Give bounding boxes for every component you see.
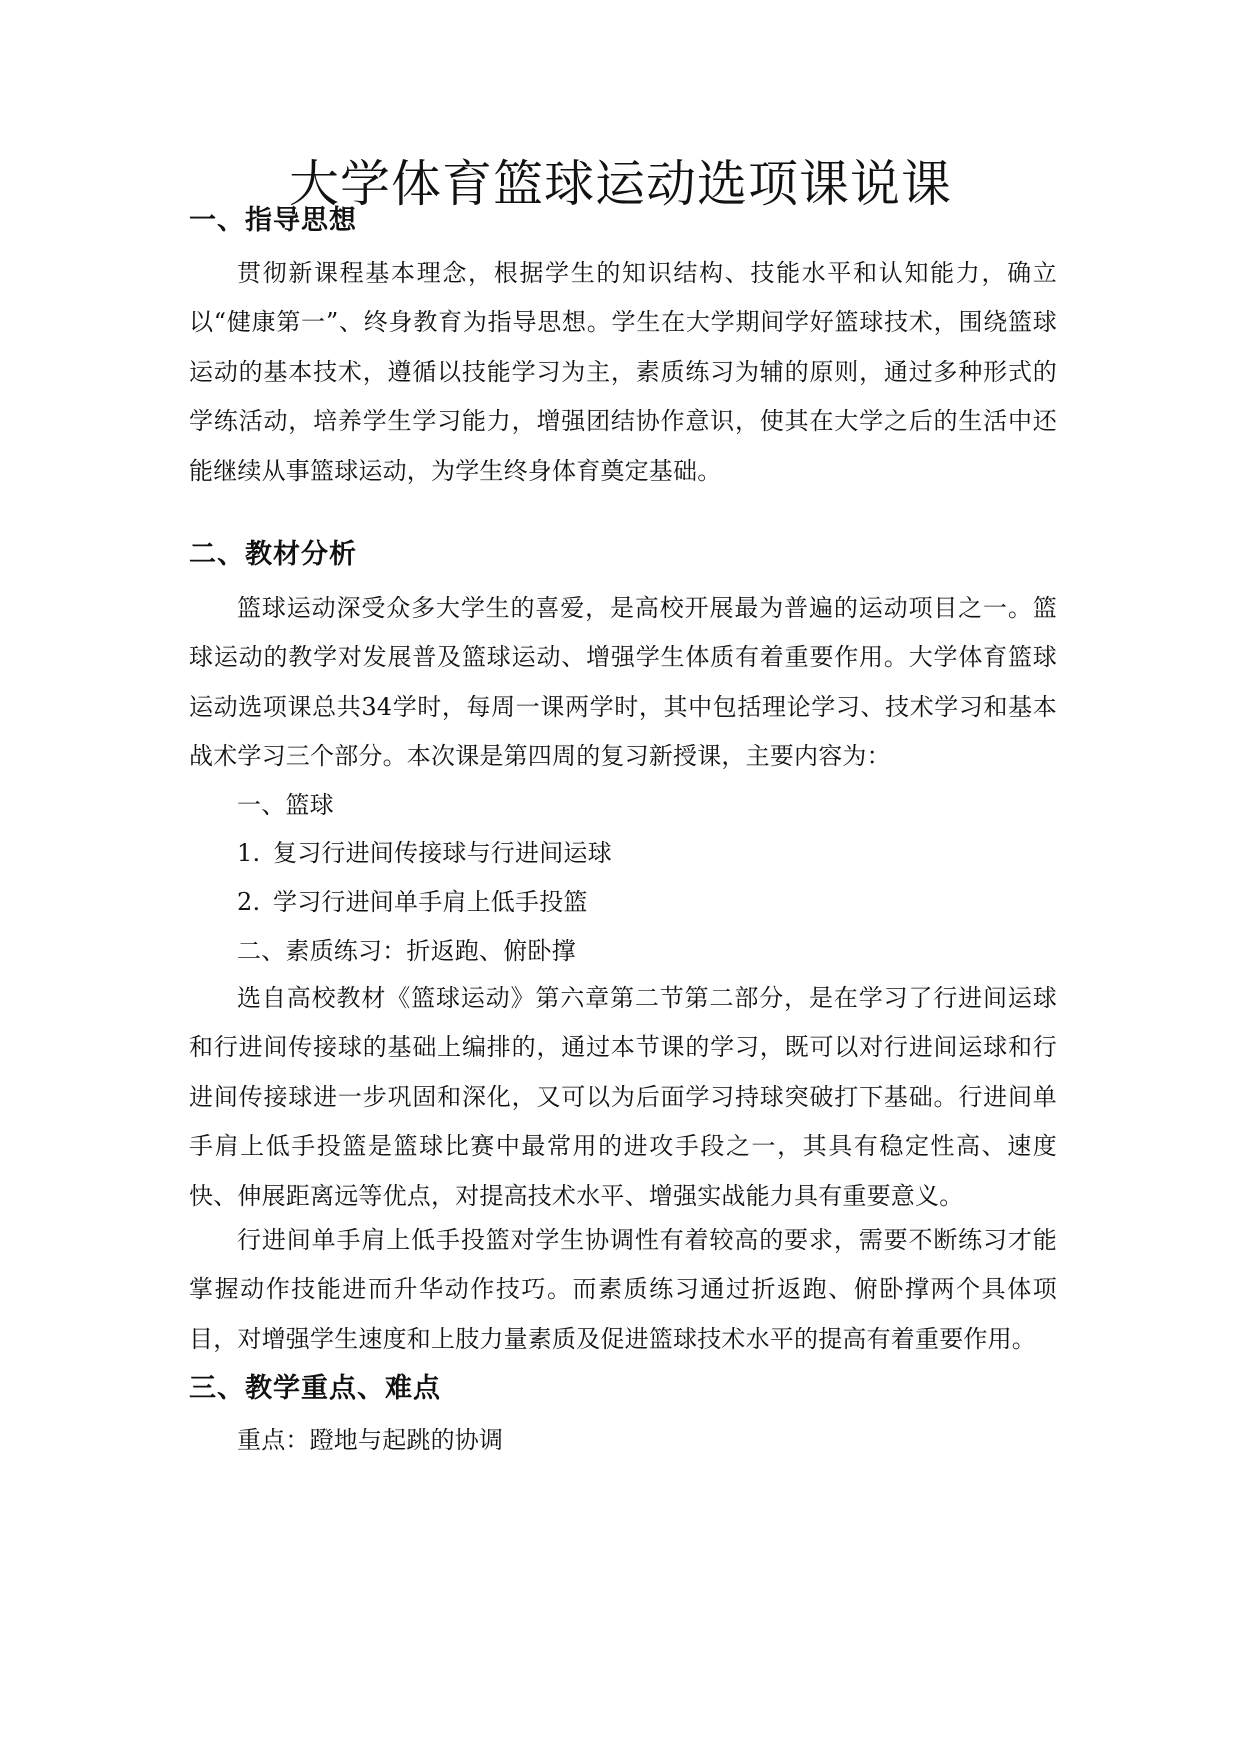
outline-subitem-text: 复习行进间传接球与行进间运球 — [273, 839, 612, 867]
paragraph-guiding-ideology: 贯彻新课程基本理念，根据学生的知识结构、技能水平和认知能力，确立以“健康第一”、终身教育为指导思想。学生在大学期间学好篮球技术，围绕篮球运动的基本技术，遵循以技能学习为主，素质练习为辅的原则，通过多种形式的学练活动，培养学生学习能力，增强团结协作意识，使其在大学之后的生活中还能继续从事篮球运动，为学生终身体育奠定基础。 — [189, 259, 1057, 485]
outline-subitem-number: 2. — [237, 888, 261, 916]
outline-subitem-review — [237, 833, 612, 873]
section-heading-key-points: 三、教学重点、难点 — [189, 1373, 441, 1404]
paragraph-material-analysis: 篮球运动深受众多大学生的喜爱，是高校开展最为普遍的运动项目之一。篮球运动的教学对发展普及篮球运动、增强学生体质有着重要作用。大学体育篮球运动选项课总共34学时，每周一课两学时，其中包括理论学习、技术学习和基本战术学习三个部分。本次课是第四周的复习新授课，主要内容为： — [189, 594, 1057, 771]
outline-subitem-learn — [237, 882, 588, 922]
section-heading-material-analysis: 二、教材分析 — [189, 539, 357, 570]
outline-item-fitness: 二、素质练习：折返跑、俯卧撑 — [237, 937, 576, 965]
document-title: 大学体育篮球运动选项课说课 — [289, 155, 952, 213]
paragraph-textbook-source: 选自高校教材《篮球运动》第六章第二节第二部分，是在学习了行进间运球和行进间传接球的基础上编排的，通过本节课的学习，既可以对行进间运球和行进间传接球进一步巩固和深化，又可以为后面学习持球突破打下基础。行进间单手肩上低手投篮是篮球比赛中最常用的进攻手段之一，其具有稳定性高、速度快、伸展距离远等优点，对提高技术水平、增强实战能力具有重要意义。 — [189, 984, 1057, 1210]
paragraph-fitness-practice: 行进间单手肩上低手投篮对学生协调性有着较高的要求，需要不断练习才能掌握动作技能进而升华动作技巧。而素质练习通过折返跑、俯卧撑两个具体项目，对增强学生速度和上肢力量素质及促进篮球技术水平的提高有着重要作用。 — [189, 1226, 1057, 1353]
outline-subitem-text: 学习行进间单手肩上低手投篮 — [273, 888, 588, 916]
key-point-line: 重点：蹬地与起跳的协调 — [237, 1426, 504, 1454]
outline-subitem-number: 1. — [237, 839, 261, 867]
outline-item-basketball: 一、篮球 — [237, 791, 334, 819]
section-heading-guiding-ideology: 一、指导思想 — [189, 205, 357, 236]
